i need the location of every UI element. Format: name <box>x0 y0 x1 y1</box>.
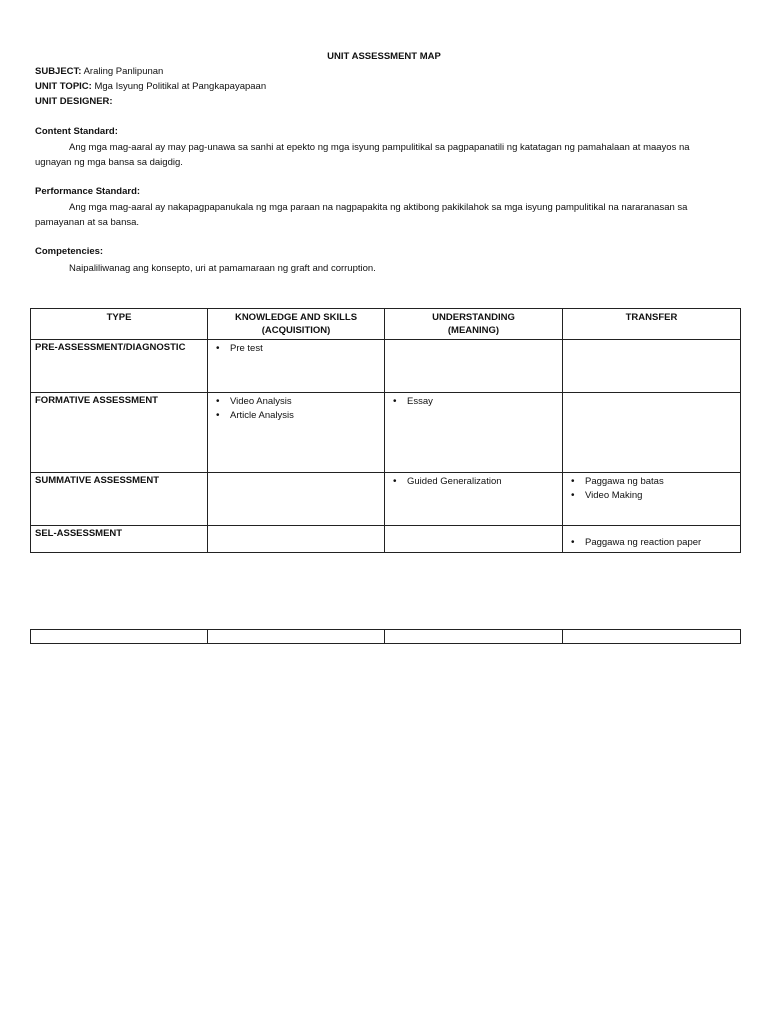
table-row <box>31 526 741 553</box>
row-type-sel-assessment: SEL-ASSESSMENT <box>31 526 208 553</box>
header-understanding: UNDERSTANDING (MEANING) <box>385 309 563 340</box>
cell-understanding <box>385 340 563 393</box>
empty-table-row <box>30 629 741 644</box>
cell-understanding <box>385 473 563 526</box>
subject-line <box>35 66 163 77</box>
header-transfer: TRANSFER <box>563 309 741 340</box>
unit-topic-value: Mga Isyung Politikal at Pangkapayapaan <box>94 81 267 92</box>
list-item: • Paggawa ng batas <box>585 475 736 489</box>
list-item: • Article Analysis <box>230 409 380 423</box>
subject-value: Araling Panlipunan <box>83 66 164 77</box>
cell-knowledge <box>208 393 385 473</box>
table-row <box>31 473 741 526</box>
competencies-text: Naipaliliwanag ang konsepto, uri at pamamaraan ng graft and corruption. <box>69 263 376 274</box>
row-type-pre-assessment: PRE-ASSESSMENT/DIAGNOSTIC <box>31 340 208 393</box>
cell-knowledge <box>208 340 385 393</box>
row-type-formative: FORMATIVE ASSESSMENT <box>31 393 208 473</box>
list-item: • Video Making <box>585 489 736 503</box>
list-item: • Paggawa ng reaction paper <box>585 536 736 550</box>
table-header-row <box>31 309 741 340</box>
empty-cell <box>563 630 741 644</box>
list-item: • Video Analysis <box>230 395 380 409</box>
empty-cell <box>208 630 385 644</box>
content-standard-text: Ang mga mag-aaral ay may pag-unawa sa sanhi at epekto ng mga isyung pampulitikal sa pagpapanatili ng katatagan ng pamahalaan at maayos na ugnayan ng mga bansa sa daigdig. <box>35 142 690 168</box>
document-title: UNIT ASSESSMENT MAP <box>327 51 441 62</box>
cell-understanding <box>385 526 563 553</box>
list-item: • Pre test <box>230 342 380 356</box>
assessment-map-table <box>30 308 741 553</box>
cell-transfer <box>563 340 741 393</box>
cell-transfer <box>563 473 741 526</box>
cell-transfer <box>563 526 741 553</box>
unit-designer-label: UNIT DESIGNER: <box>35 96 113 107</box>
empty-cell <box>31 630 208 644</box>
cell-transfer <box>563 393 741 473</box>
table-row <box>31 340 741 393</box>
header-knowledge: KNOWLEDGE AND SKILLS (ACQUISITION) <box>208 309 385 340</box>
row-type-summative: SUMMATIVE ASSESSMENT <box>31 473 208 526</box>
cell-understanding <box>385 393 563 473</box>
competencies-label: Competencies: <box>35 246 104 257</box>
unit-topic-label: UNIT TOPIC: <box>35 81 92 92</box>
table-row <box>31 393 741 473</box>
unit-designer-line <box>35 96 113 107</box>
cell-knowledge <box>208 526 385 553</box>
performance-standard-text: Ang mga mag-aaral ay nakapagpapanukala ng mga paraan na nagpapakita ng aktibong pakikilahok sa mga isyung pampulitikal na nararanasan sa pamayanan at sa bansa. <box>35 202 688 228</box>
subject-label: SUBJECT: <box>35 66 82 77</box>
list-item: • Guided Generalization <box>407 475 558 489</box>
content-standard-label: Content Standard: <box>35 126 118 137</box>
performance-standard-label: Performance Standard: <box>35 186 141 197</box>
list-item: • Essay <box>407 395 558 409</box>
cell-knowledge <box>208 473 385 526</box>
empty-cell <box>385 630 563 644</box>
unit-topic-line <box>35 81 266 92</box>
header-type: TYPE <box>31 309 208 340</box>
